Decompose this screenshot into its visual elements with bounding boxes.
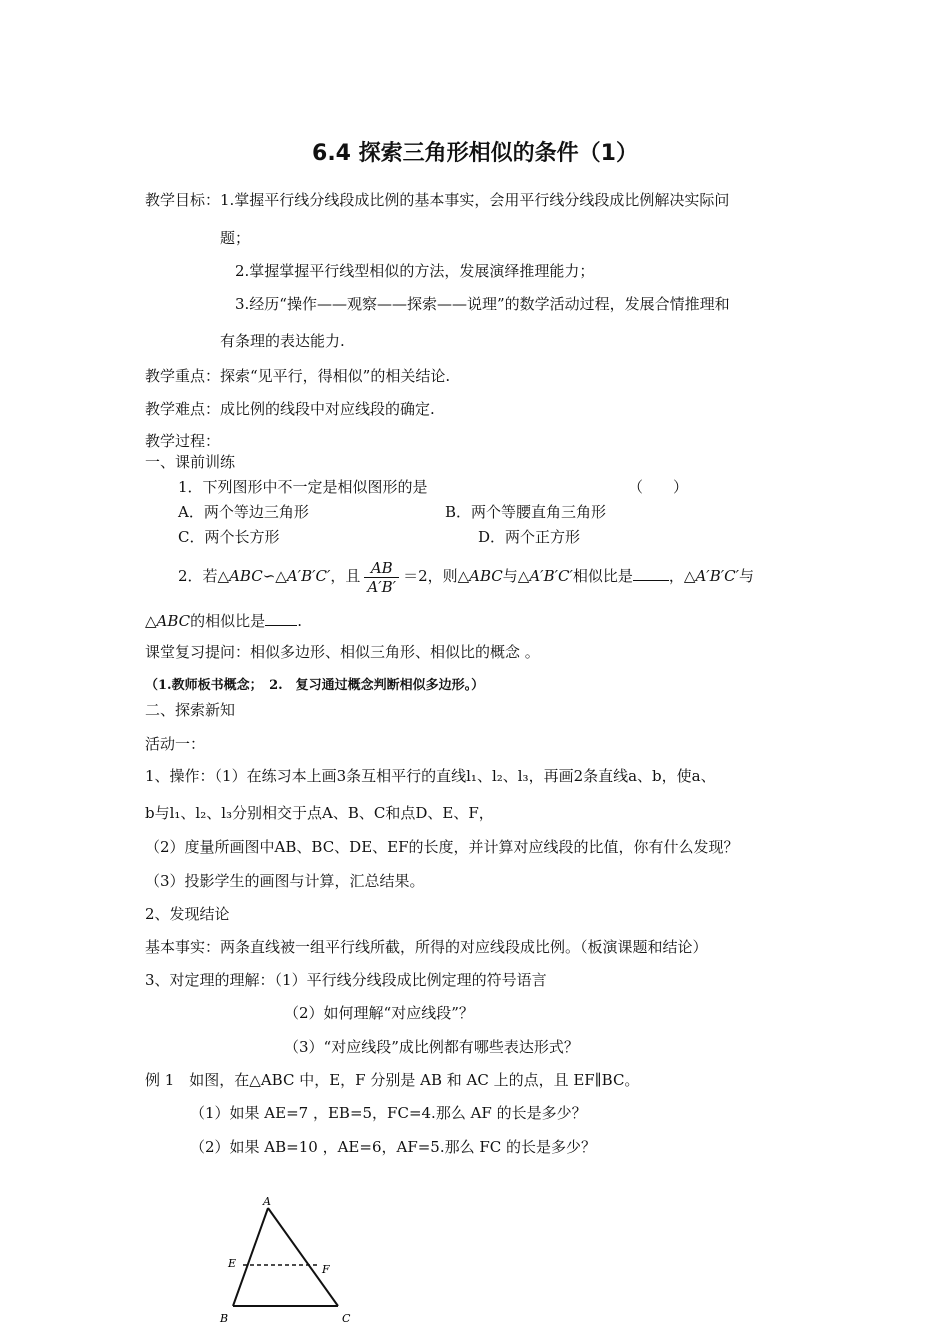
q2-abc: ABC [156,612,191,630]
find-heading: 2、发现结论 [145,905,230,923]
q2-abc: ABC [229,567,263,585]
q1-stem: 1．下列图形中不一定是相似图形的是 [178,478,428,496]
q2-line [178,558,754,596]
goals-line-1: 教学目标：1.掌握平行线分线段成比例的基本事实，会用平行线分线段成比例解决实际问 [145,191,730,209]
q2-text: ，△ [668,567,696,585]
q2-text: 相似比是 [572,567,633,585]
process-heading: 教学过程： [145,432,221,450]
q1-paren: （ ） [628,478,689,496]
review-question: 课堂复习提问：相似多边形、相似三角形、相似比的概念 。 [145,643,540,661]
key-point: 教学重点：探索“见平行，得相似”的相关结论. [145,367,451,385]
q2-abc: ABC [469,567,503,585]
q2-abc-prime: A′B′C′ [529,567,573,585]
q2-text: △ [145,612,157,630]
q2-text: 与 [739,567,755,585]
q2-text: 与△ [502,567,530,585]
q2-text: ，且 [330,567,361,585]
q1-option-d: D．两个正方形 [478,528,581,546]
q2-text: ∽△ [262,567,287,585]
operation-3: （3）投影学生的画图与计算，汇总结果。 [145,872,425,890]
section-2-heading: 二、探索新知 [145,701,236,719]
label-f: F [322,1263,330,1276]
answer-blank[interactable] [265,611,297,626]
goals-line-3b: 有条理的表达能力. [220,332,345,350]
example-1: 例 1 如图，在△ABC 中，E，F 分别是 AB 和 AC 上的点，且 EF∥BC。 [145,1071,640,1089]
label-c: C [342,1312,351,1325]
q2-abc-prime: A′B′C′ [695,567,740,585]
q2-text: ＝2，则△ [403,567,470,585]
difficulty: 教学难点：成比例的线段中对应线段的确定. [145,400,435,418]
operation-2: （2）度量所画图中AB、BC、DE、EF的长度，并计算对应线段的比值，你有什么发现？ [145,838,739,856]
understanding-3: （3）“对应线段”成比例都有哪些表达形式？ [284,1038,579,1056]
label-b: B [220,1312,229,1325]
goals-line-3: 3.经历“操作——观察——探索——说理”的数学活动过程，发展合情推理和 [235,295,730,313]
label-a: A [263,1195,271,1208]
understanding-2: （2）如何理解“对应线段”？ [284,1004,474,1022]
example-1-q1: （1）如果 AE=7 ，EB=5，FC=4.那么 AF 的长是多少？ [190,1104,587,1122]
triangle-figure [205,1194,365,1344]
example-1-q2: （2）如果 AB=10 ，AE=6，AF=5.那么 FC 的长是多少？ [190,1138,597,1156]
understanding-1: 3、对定理的理解：（1）平行线分线段成比例定理的符号语言 [145,971,547,989]
ratio-fraction [364,559,399,596]
fraction-numerator: AB [364,559,399,578]
basic-fact: 基本事实：两条直线被一组平行线所截，所得的对应线段成比例。（板演课题和结论） [145,938,708,956]
fraction-denominator: A′B′ [367,577,397,596]
q2-text: 的相似比是 [190,612,266,630]
operation-1b: b与l₁、l₂、l₃分别相交于点A、B、C和点D、E、F， [145,804,494,822]
goals-line-1b: 题； [220,229,251,247]
section-1-heading: 一、课前训练 [145,453,236,471]
page-title: 6.4 探索三角形相似的条件（1） [312,141,638,166]
q2-text: 2．若△ [178,567,230,585]
side-ac [268,1208,338,1306]
activity-heading: 活动一： [145,735,206,753]
q1-option-b: B．两个等腰直角三角形 [445,503,607,521]
side-ab [233,1208,268,1306]
q1-option-a: A．两个等边三角形 [178,503,309,521]
q2-text: . [297,612,302,630]
answer-blank[interactable] [633,566,669,581]
label-e: E [228,1257,237,1270]
operation-1: 1、操作：（1）在练习本上画3条互相平行的直线l₁、l₂、l₃，再画2条直线a、b，使a、 [145,767,716,785]
q2-line-2 [145,611,302,631]
goals-line-2: 2.掌握掌握平行线型相似的方法，发展演绎推理能力； [235,262,595,280]
q1-option-c: C．两个长方形 [178,528,280,546]
q2-abc-prime: A′B′C′ [286,567,331,585]
review-note: （1.教师板书概念； 2. 复习通过概念判断相似多边形。） [145,678,485,693]
